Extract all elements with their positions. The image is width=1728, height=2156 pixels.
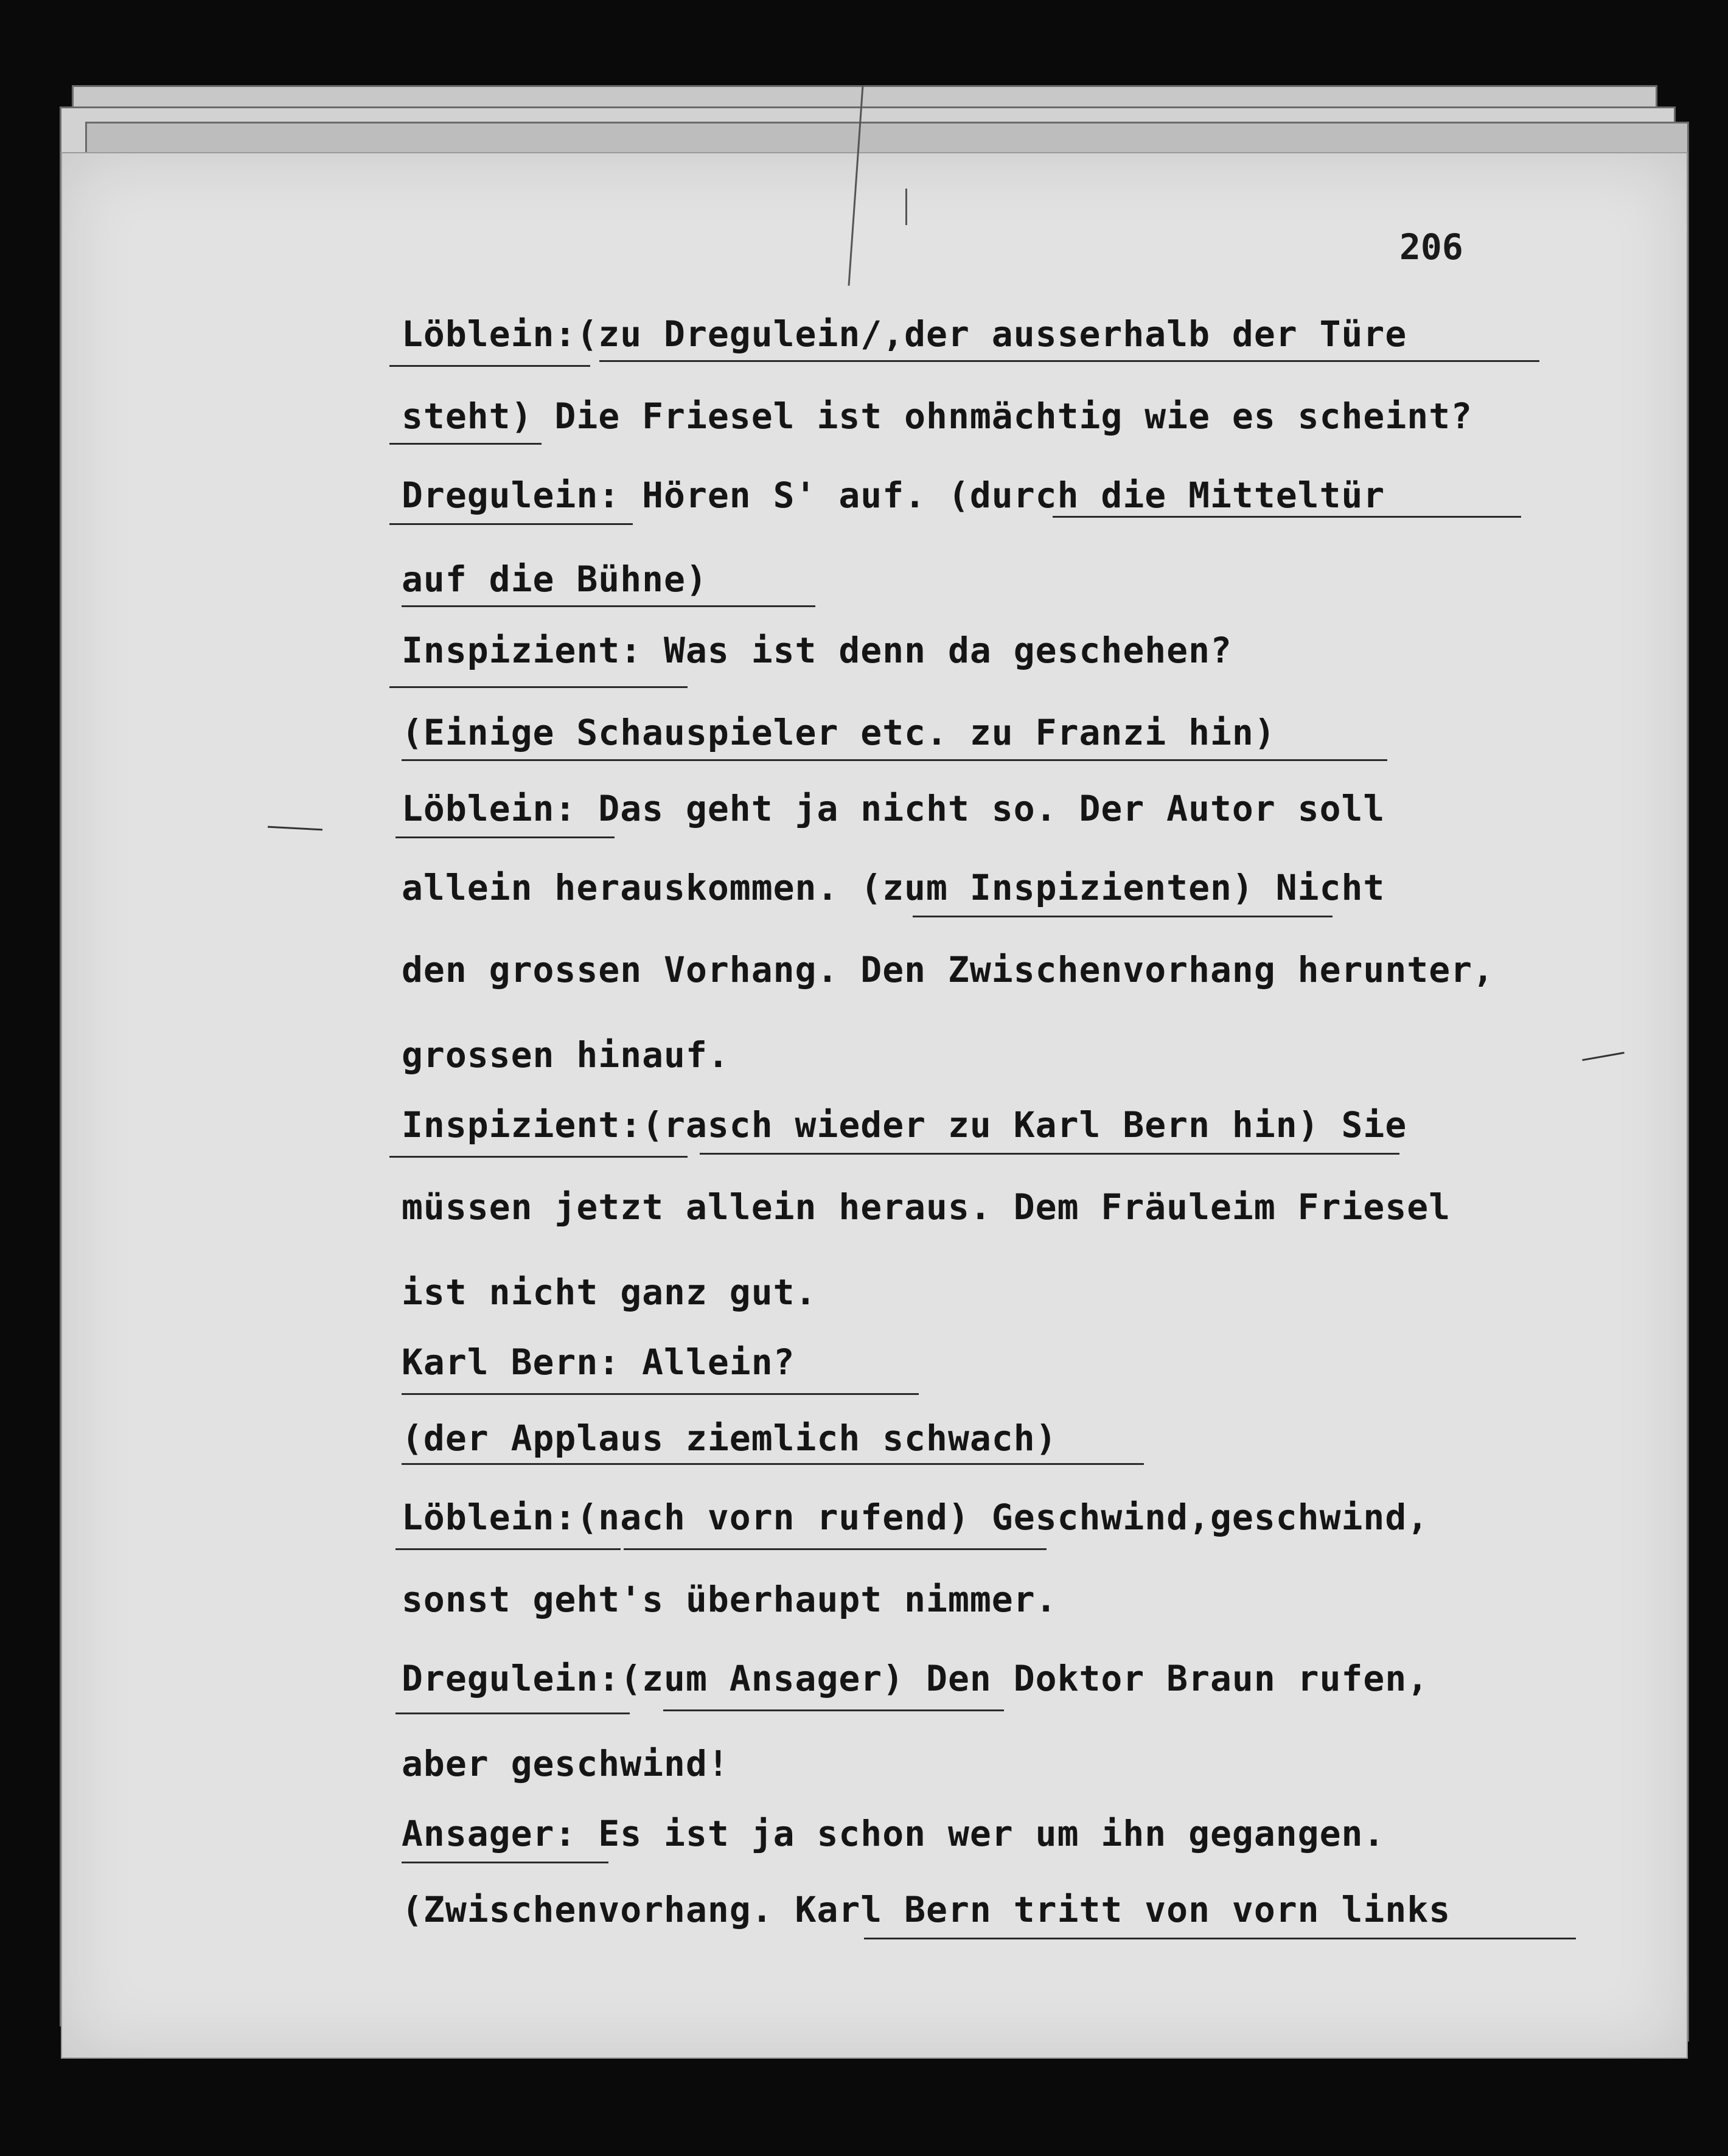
underline: [395, 1713, 630, 1714]
underline: [624, 1548, 1047, 1550]
underline: [389, 686, 688, 688]
underline: [402, 1862, 608, 1863]
text-line: grossen hinauf.: [402, 1034, 730, 1076]
underline: [389, 443, 542, 445]
underline: [389, 1156, 688, 1158]
text-line: sonst geht's überhaupt nimmer.: [402, 1579, 1057, 1620]
underline: [389, 365, 590, 367]
text-line: Karl Bern: Allein?: [402, 1341, 795, 1383]
text-line: steht) Die Friesel ist ohnmächtig wie es scheint?: [402, 395, 1473, 437]
page-number: 206: [1399, 226, 1463, 268]
text-line: (der Applaus ziemlich schwach): [402, 1417, 1057, 1459]
underline: [663, 1709, 1004, 1711]
underline: [402, 1463, 1144, 1465]
underline: [402, 605, 815, 607]
text-line: (Zwischenvorhang. Karl Bern tritt von vorn links: [402, 1889, 1451, 1930]
text-line: allein herauskommen. (zum Inspizienten) Nicht: [402, 867, 1385, 908]
underline: [599, 360, 1539, 362]
underline: [864, 1938, 1576, 1939]
text-line: den grossen Vorhang. Den Zwischenvorhang herunter,: [402, 949, 1494, 990]
underline: [402, 759, 1387, 761]
text-line: ist nicht ganz gut.: [402, 1271, 817, 1313]
text-line: Dregulein:(zum Ansager) Den Doktor Braun rufen,: [402, 1658, 1429, 1699]
underline: [913, 916, 1333, 917]
underline: [402, 1393, 919, 1395]
underline: [395, 836, 615, 838]
text-line: Löblein: Das geht ja nicht so. Der Autor soll: [402, 788, 1385, 829]
text-line: (Einige Schauspieler etc. zu Franzi hin): [402, 712, 1276, 753]
underline: [389, 523, 633, 525]
text-line: auf die Bühne): [402, 558, 708, 600]
text-line: aber geschwind!: [402, 1743, 730, 1784]
text-line: Löblein:(zu Dregulein/,der ausserhalb der Türe: [402, 313, 1407, 355]
underline: [700, 1153, 1399, 1155]
paper-crease: [905, 189, 907, 225]
underline: [1053, 516, 1521, 518]
text-line: müssen jetzt allein heraus. Dem Fräuleim Friesel: [402, 1186, 1451, 1228]
text-line: Ansager: Es ist ja schon wer um ihn gegangen.: [402, 1813, 1385, 1854]
text-line: Löblein:(nach vorn rufend) Geschwind,geschwind,: [402, 1497, 1429, 1538]
underline: [395, 1548, 621, 1550]
text-line: Inspizient: Was ist denn da geschehen?: [402, 630, 1232, 671]
text-line: Dregulein: Hören S' auf. (durch die Mitteltür: [402, 475, 1385, 516]
text-line: Inspizient:(rasch wieder zu Karl Bern hin) Sie: [402, 1104, 1407, 1146]
